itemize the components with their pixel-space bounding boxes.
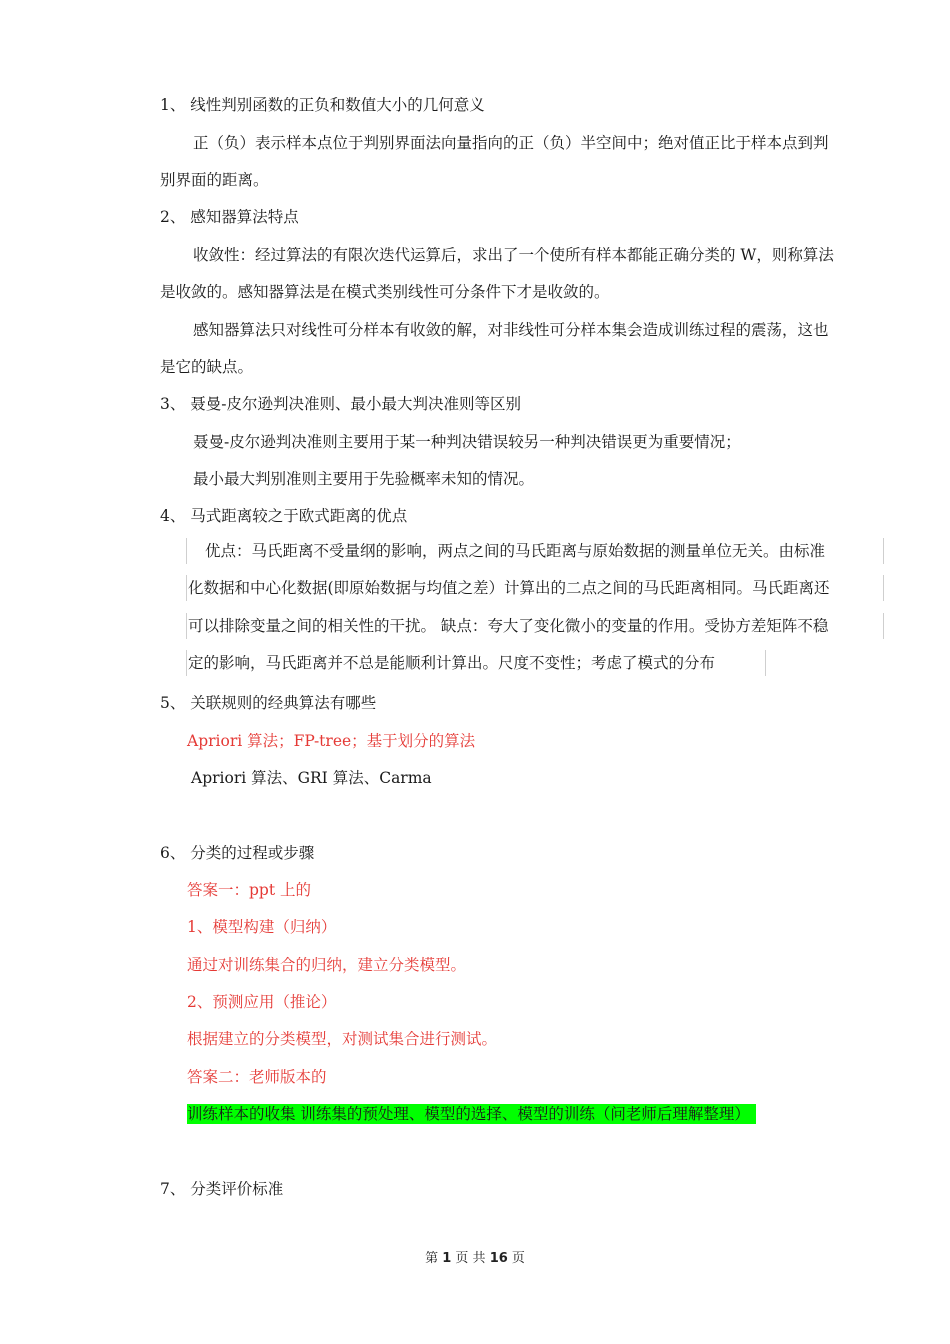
page-footer <box>0 1247 950 1266</box>
q4-answer-line3: 可以排除变量之间的相关性的干扰。 缺点：夸大了变化微小的变量的作用。受协方差矩阵不稳 <box>188 617 829 635</box>
footer-page-number: 1 <box>442 1251 452 1266</box>
q5-answer-red: Apriori 算法；FP-tree；基于划分的算法 <box>187 732 476 750</box>
q6-answer1-label: 答案一：ppt 上的 <box>187 881 312 899</box>
q6-step1: 1、模型构建（归纳） <box>187 918 337 936</box>
q1-heading: 1、 线性判别函数的正负和数值大小的几何意义 <box>160 96 485 114</box>
footer-suffix: 页 <box>511 1251 525 1266</box>
q4-box-line1 <box>186 538 884 564</box>
q6-heading: 6、 分类的过程或步骤 <box>160 844 315 862</box>
q5-heading: 5、 关联规则的经典算法有哪些 <box>160 694 377 712</box>
q1-answer-line2: 别界面的距离。 <box>160 171 269 189</box>
q4-heading: 4、 马式距离较之于欧式距离的优点 <box>160 507 408 525</box>
footer-middle: 页 共 <box>455 1251 486 1266</box>
q4-answer-box <box>186 538 884 678</box>
q6-step2-desc: 根据建立的分类模型，对测试集合进行测试。 <box>187 1030 498 1048</box>
q3-answer-line1: 聂曼-皮尔逊判决准则主要用于某一种判决错误较另一种判决错误更为重要情况； <box>193 433 741 451</box>
q7-heading: 7、 分类评价标准 <box>160 1180 284 1198</box>
q4-answer-line1: 优点：马氏距离不受量纲的影响，两点之间的马氏距离与原始数据的测量单位无关。由标准 <box>205 542 826 560</box>
q2-answer-line1: 收敛性：经过算法的有限次迭代运算后，求出了一个使所有样本都能正确分类的 W，则称算法 <box>193 246 834 264</box>
q3-heading: 3、 聂曼-皮尔逊判决准则、最小最大判决准则等区别 <box>160 395 522 413</box>
q6-step1-desc: 通过对训练集合的归纳，建立分类模型。 <box>187 956 467 974</box>
footer-prefix: 第 <box>425 1251 439 1266</box>
q2-heading: 2、 感知器算法特点 <box>160 208 299 226</box>
q4-answer-line4: 定的影响，马氏距离并不总是能顺利计算出。尺度不变性；考虑了模式的分布 <box>188 654 716 672</box>
q4-box-line2 <box>186 575 884 601</box>
q1-answer-line1: 正（负）表示样本点位于判别界面法向量指向的正（负）半空间中；绝对值正比于样本点到判 <box>193 134 829 152</box>
q6-step2: 2、预测应用（推论） <box>187 993 337 1011</box>
q2-answer-line3: 感知器算法只对线性可分样本有收敛的解，对非线性可分样本集会造成训练过程的震荡，这也 <box>193 321 829 339</box>
q3-answer-line2: 最小最大判别准则主要用于先验概率未知的情况。 <box>193 470 535 488</box>
q5-answer-line1: Apriori 算法、GRI 算法、Carma <box>191 769 432 787</box>
q6-answer2-label: 答案二：老师版本的 <box>187 1068 327 1086</box>
q6-highlighted-answer: 训练样本的收集 训练集的预处理、模型的选择、模型的训练（问老师后理解整理） <box>187 1104 756 1124</box>
q4-box-line3 <box>186 613 884 639</box>
q2-answer-line2: 是收敛的。感知器算法是在模式类别线性可分条件下才是收敛的。 <box>160 283 610 301</box>
footer-total-pages: 16 <box>489 1251 508 1266</box>
q2-answer-line4: 是它的缺点。 <box>160 358 254 376</box>
q4-box-line4 <box>186 650 766 676</box>
q4-answer-line2: 化数据和中心化数据(即原始数据与均值之差）计算出的二点之间的马氏距离相同。马氏距离还 <box>188 579 830 597</box>
